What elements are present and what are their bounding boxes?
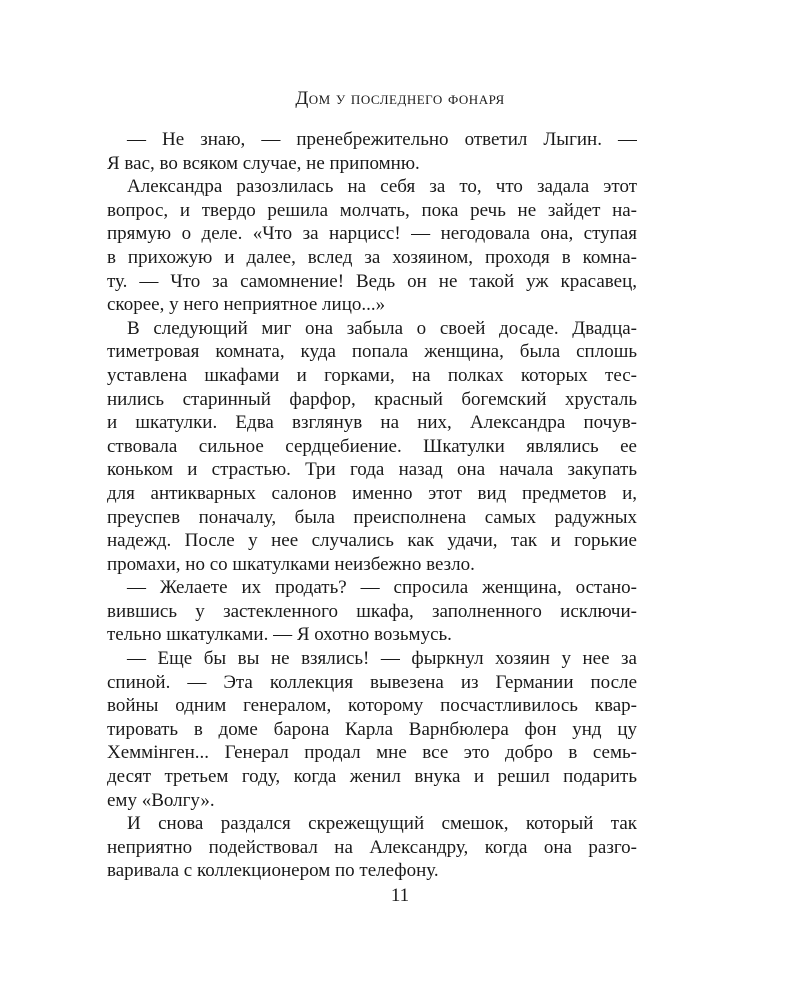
text-line: войны одним генералом, которому посчастливилось квар-: [107, 695, 637, 717]
text-line: преуспев поначалу, была преисполнена самых радужных: [107, 506, 637, 528]
text-line: надежд. После у нее случались как удачи, так и горькие: [107, 530, 637, 552]
text-line: нились старинный фарфор, красный богемский хрусталь: [107, 388, 637, 410]
text-line: вившись у застекленного шкафа, заполненного исключи-: [107, 600, 637, 622]
body-text: [107, 128, 637, 883]
text-line: Александра разозлилась на себя за то, что задала этот: [127, 176, 637, 198]
text-line: тировать в доме барона Карла Варнбюлера фон унд цу: [107, 718, 637, 740]
text-line: Я вас, во всяком случае, не припомню.: [107, 152, 420, 174]
page-number: 11: [390, 885, 410, 906]
text-line: В следующий миг она забыла о своей досаде. Двадца-: [127, 317, 637, 339]
running-head: Дом у последнего фонаря: [295, 88, 505, 109]
text-line: варивала с коллекционером по телефону.: [107, 860, 439, 882]
text-line: для антикварных салонов именно этот вид предметов и,: [107, 482, 637, 504]
text-line: ему «Волгу».: [107, 789, 215, 811]
text-line: спиной. — Эта коллекция вывезена из Германии после: [107, 671, 637, 693]
text-line: в прихожую и далее, вслед за хозяином, проходя в комна-: [107, 246, 637, 268]
text-line: прямую о деле. «Что за нарцисс! — негодовала она, ступая: [107, 223, 637, 245]
text-line: вопрос, и твердо решила молчать, пока речь не зайдет на-: [107, 199, 637, 221]
text-line: ту. — Что за самомнение! Ведь он не такой уж красавец,: [107, 270, 637, 292]
text-line: неприятно подействовал на Александру, когда она разго-: [107, 836, 637, 858]
text-line: Хеммінген... Генерал продал мне все это добро в семь-: [107, 742, 637, 764]
text-line: коньком и страстью. Три года назад она начала закупать: [107, 459, 637, 481]
text-line: тиметровая комната, куда попала женщина, была сплошь: [107, 341, 637, 363]
text-line: ствовала сильное сердцебиение. Шкатулки являлись ее: [107, 435, 637, 457]
text-line: промахи, но со шкатулками неизбежно везло.: [107, 553, 475, 575]
text-line: десят третьем году, когда женил внука и решил подарить: [107, 766, 637, 788]
text-line: И снова раздался скрежещущий смешок, который так: [127, 813, 637, 835]
text-line: уставлена шкафами и горками, на полках которых тес-: [107, 364, 637, 386]
text-line: тельно шкатулками. — Я охотно возьмусь.: [107, 624, 452, 646]
text-line: и шкатулки. Едва взглянув на них, Александра почув-: [107, 412, 637, 434]
text-line: — Не знаю, — пренебрежительно ответил Лыгин. —: [127, 129, 637, 150]
text-line: скорее, у него неприятное лицо...»: [107, 294, 386, 316]
text-line: — Желаете их продать? — спросила женщина, остано-: [127, 577, 637, 599]
text-line: — Еще бы вы не взялись! — фыркнул хозяин у нее за: [127, 648, 637, 670]
